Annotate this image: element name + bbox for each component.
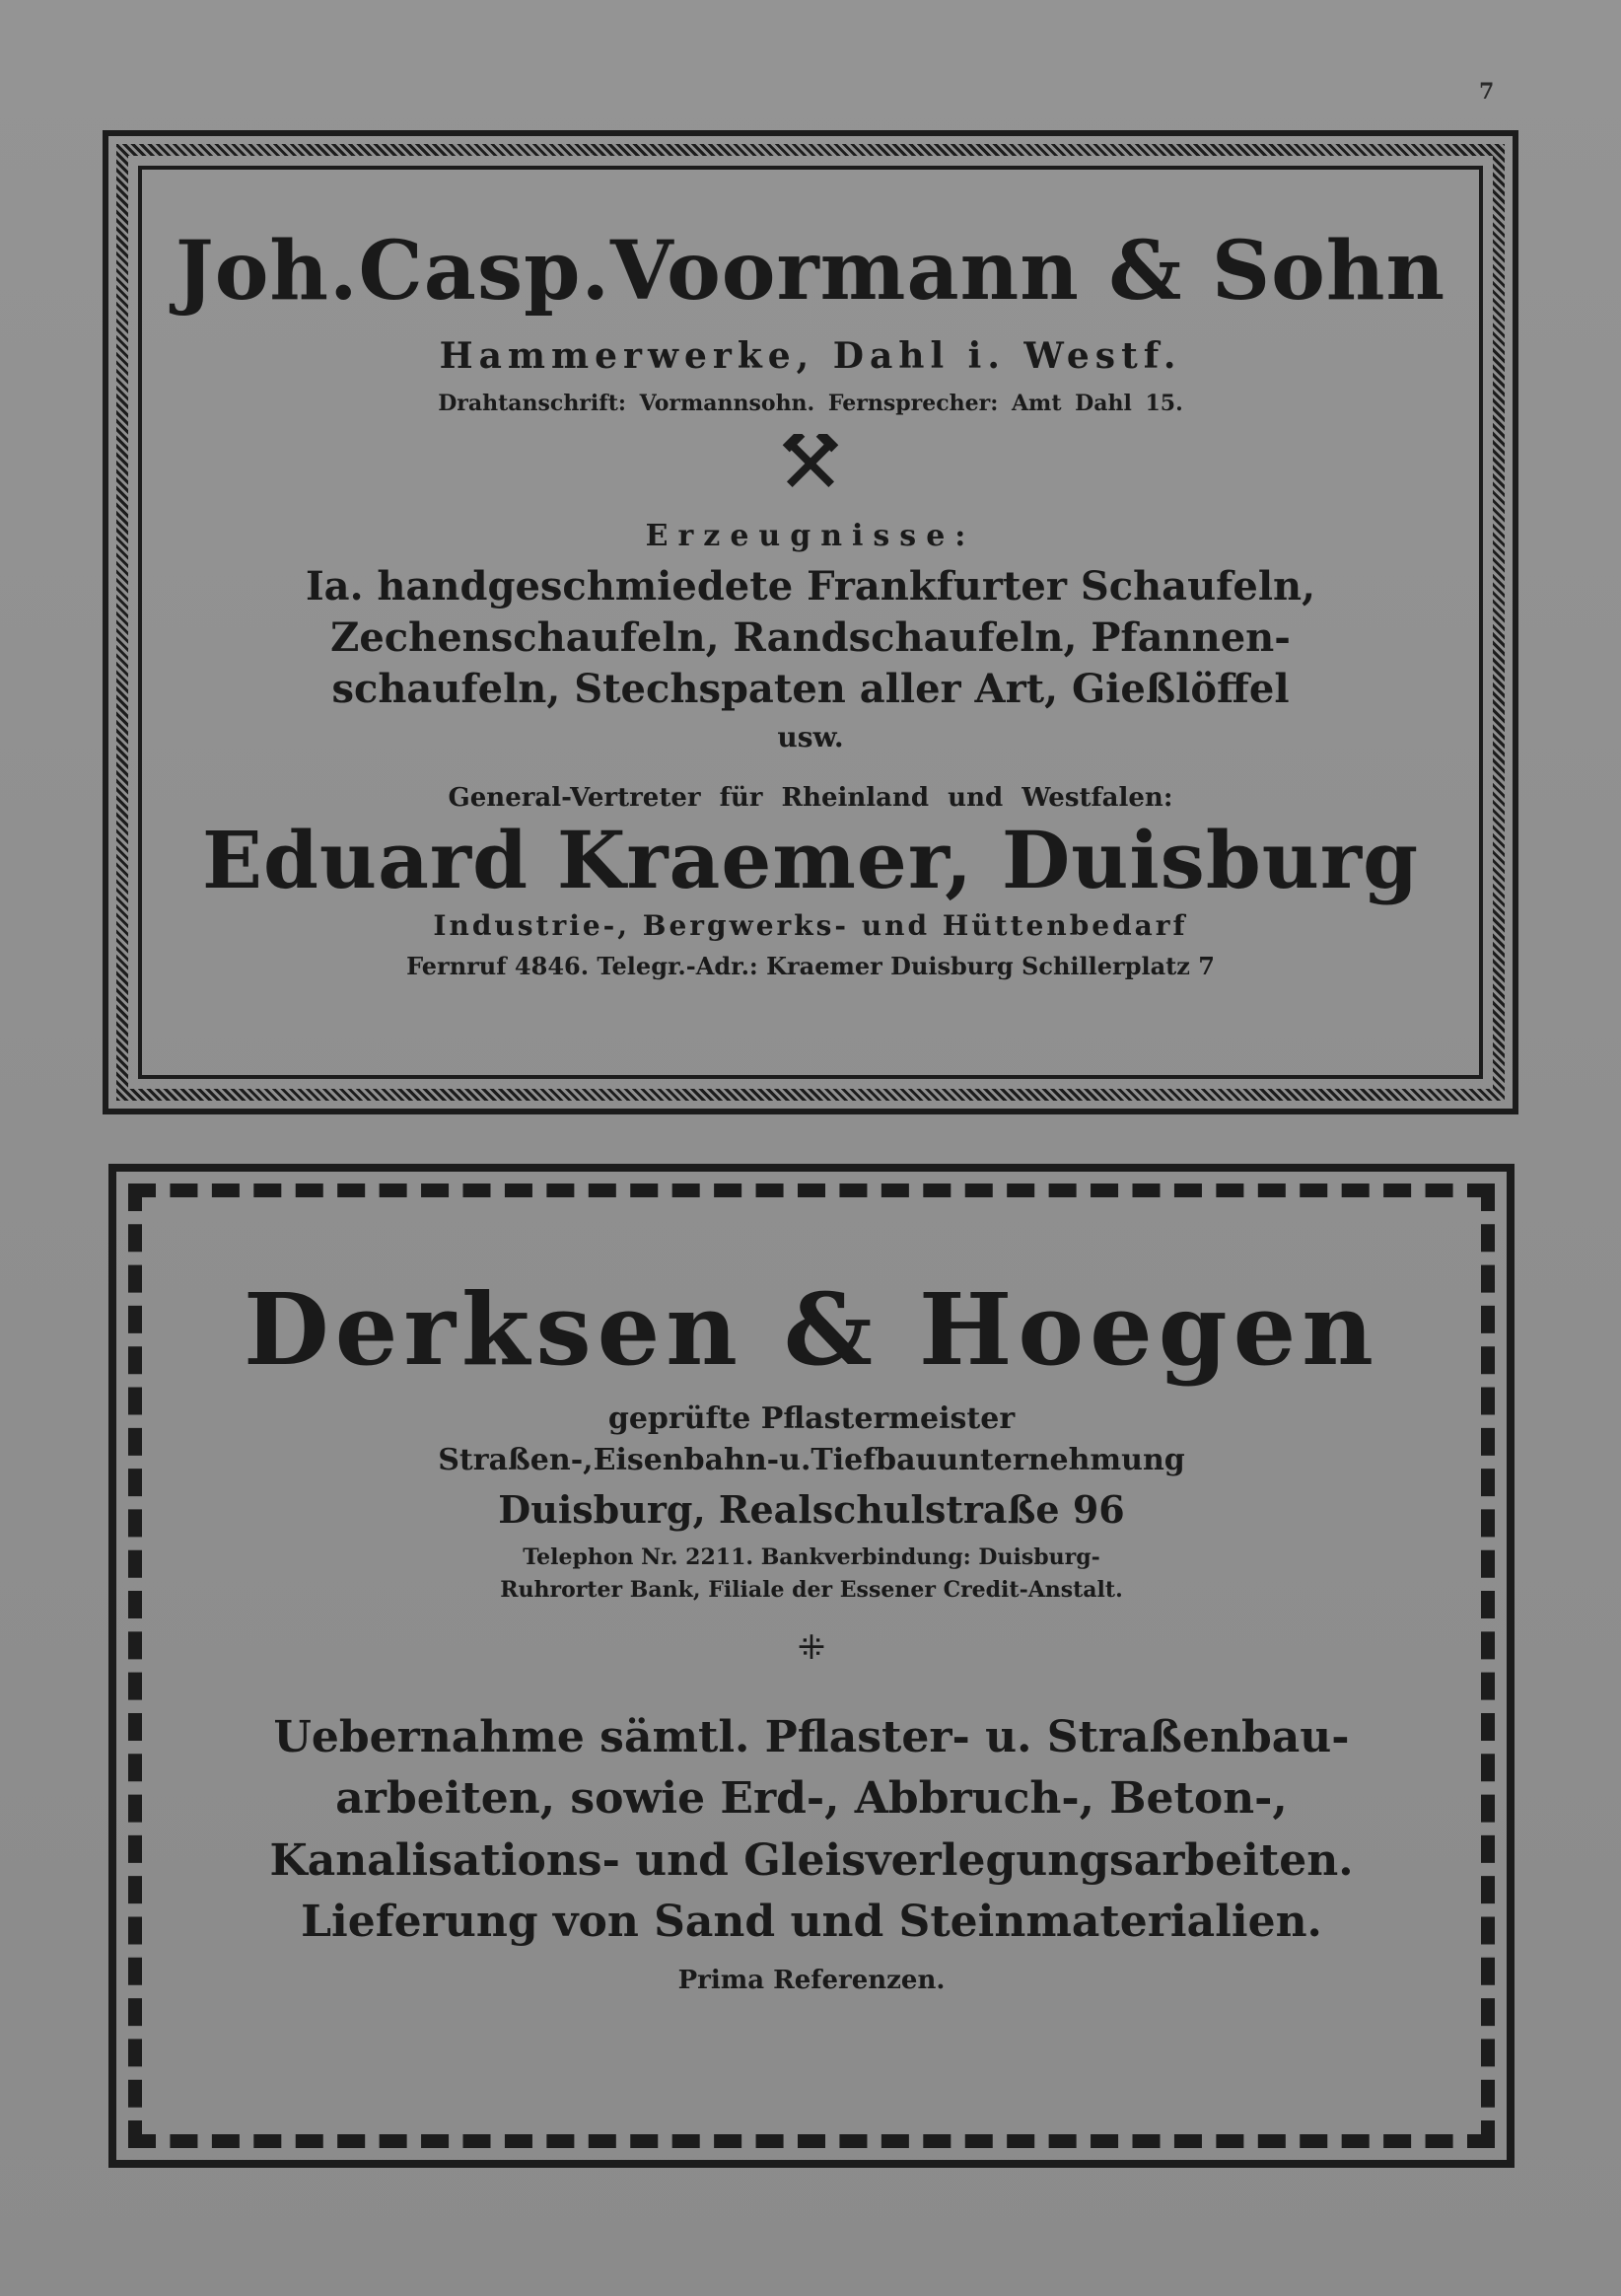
bank-line: Ruhrorter Bank, Filiale der Essener Credit-Anstalt. [500,1577,1123,1603]
service-line: arbeiten, sowie Erd-, Abbruch-, Beton-, [335,1773,1288,1825]
business-line: Straßen-,Eisenbahn-u.Tiefbauunternehmung [438,1443,1185,1477]
service-line: Uebernahme sämtl. Pflaster- u. Straßenbau- [273,1712,1350,1762]
agent-label: General-Vertreter für Rheinland und Westfalen: [448,783,1173,813]
qualification-line: geprüfte Pflastermeister [607,1401,1016,1436]
ornament-icon: ⁜ [797,1628,826,1668]
products-list [142,561,1479,715]
product-line: schaufeln, Stechspaten aller Art, Gießlöffel [331,666,1290,712]
services-list [156,1707,1467,1954]
page-number: 7 [1479,79,1495,105]
company-name: Derksen & Hoegen [244,1271,1379,1388]
ad-content [156,1211,1467,2120]
products-heading: Erzeugnisse: [645,519,976,553]
company-business: Hammerwerke, Dahl i. Westf. [439,335,1182,377]
company-contact: Drahtanschrift: Vormannsohn. Fernsprecher: Amt Dahl 15. [438,391,1183,416]
service-line: Kanalisations- und Gleisverlegungsarbeiten. [269,1834,1354,1886]
advertisement-voormann [103,130,1518,1114]
product-line: Zechenschaufeln, Randschaufeln, Pfannen- [330,614,1291,661]
agent-contact: Fernruf 4846. Telegr.-Adr.: Kraemer Duisburg Schillerplatz 7 [406,952,1215,980]
hammer-and-pick-icon [781,434,840,497]
contact-line: Telephon Nr. 2211. Bankverbindung: Duisburg- [523,1544,1100,1570]
references: Prima Referenzen. [677,1965,946,1995]
service-line: Lieferung von Sand und Steinmaterialien. [301,1897,1322,1948]
products-etc: usw. [777,721,844,753]
advertisement-derksen-hoegen [108,1164,1515,2168]
agent-business: Industrie-, Bergwerks- und Hüttenbedarf [433,909,1188,942]
company-name: Joh.Casp.Voormann & Sohn [175,224,1446,319]
ad-content [142,170,1479,1075]
agent-name: Eduard Kraemer, Duisburg [202,814,1419,906]
company-address: Duisburg, Realschulstraße 96 [498,1487,1125,1532]
product-line: Ia. handgeschmiedete Frankfurter Schaufeln, [305,563,1316,610]
